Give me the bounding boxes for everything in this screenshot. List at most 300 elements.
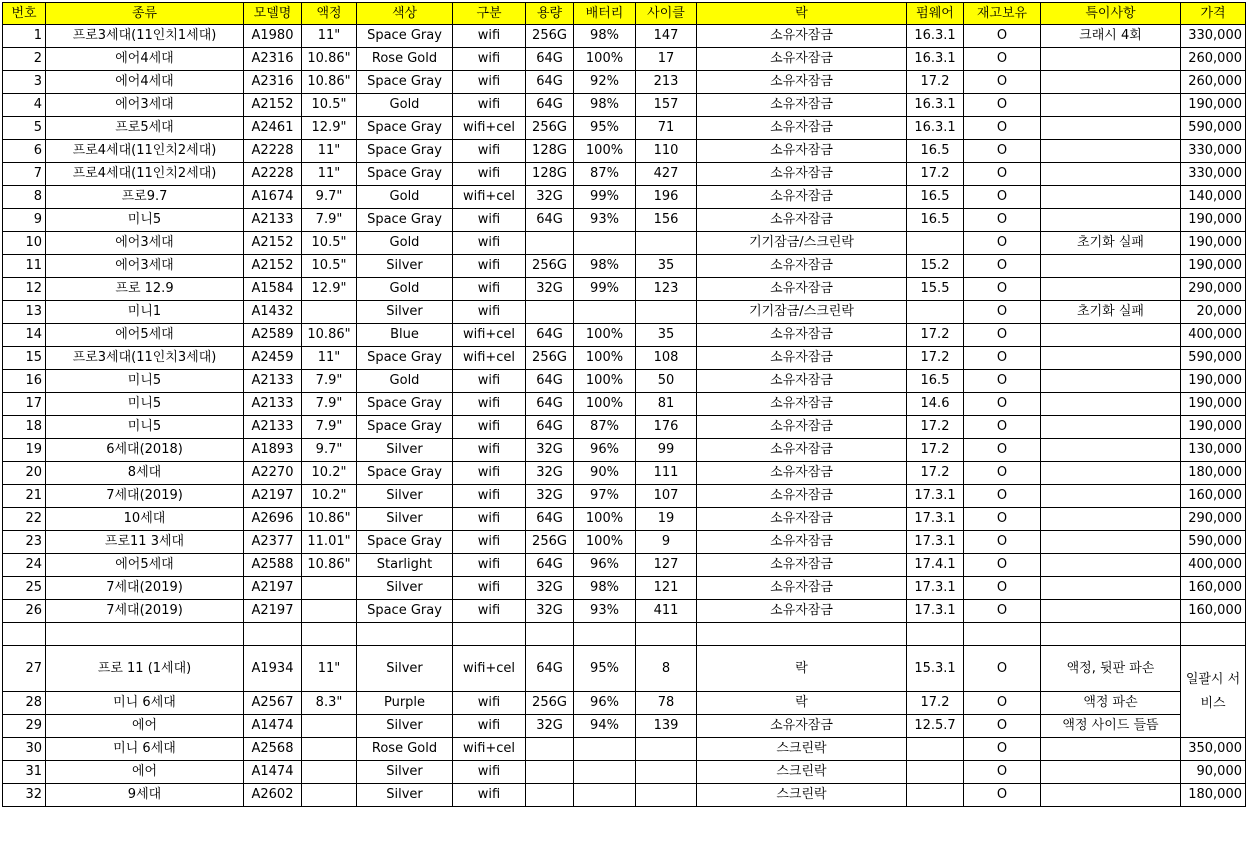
header-model: 모델명 [244, 3, 302, 25]
cell-stock: O [964, 94, 1041, 117]
cell-firmware: 16.5 [907, 370, 964, 393]
cell-no: 23 [3, 531, 46, 554]
cell-price: 190,000 [1181, 393, 1246, 416]
empty-cell [453, 623, 526, 646]
cell-stock: O [964, 117, 1041, 140]
cell-storage: 64G [526, 48, 574, 71]
cell-battery: 87% [574, 416, 636, 439]
empty-cell [1181, 623, 1246, 646]
cell-no: 10 [3, 232, 46, 255]
table-row [3, 117, 1246, 140]
cell-battery: 100% [574, 393, 636, 416]
cell-firmware: 17.2 [907, 324, 964, 347]
cell-network: wifi [453, 485, 526, 508]
cell-firmware: 12.5.7 [907, 715, 964, 738]
cell-no: 5 [3, 117, 46, 140]
cell-no: 7 [3, 163, 46, 186]
cell-firmware: 14.6 [907, 393, 964, 416]
cell-model: A2133 [244, 370, 302, 393]
table-row [3, 692, 1246, 715]
cell-cycle [636, 738, 697, 761]
cell-lock: 소유자잠금 [697, 71, 907, 94]
table-row [3, 393, 1246, 416]
cell-firmware: 17.2 [907, 692, 964, 715]
cell-type: 10세대 [46, 508, 244, 531]
cell-color: Space Gray [357, 117, 453, 140]
cell-color: Gold [357, 278, 453, 301]
cell-type: 프로11 3세대 [46, 531, 244, 554]
cell-screen: 11.01" [302, 531, 357, 554]
cell-model: A2567 [244, 692, 302, 715]
table-row [3, 94, 1246, 117]
cell-note [1041, 347, 1181, 370]
cell-price: 350,000 [1181, 738, 1246, 761]
empty-cell [357, 623, 453, 646]
cell-firmware: 17.4.1 [907, 554, 964, 577]
cell-type: 프로 11 (1세대) [46, 646, 244, 692]
cell-type: 프로4세대(11인치2세대) [46, 140, 244, 163]
cell-lock: 소유자잠금 [697, 25, 907, 48]
empty-cell [526, 623, 574, 646]
cell-model: A2696 [244, 508, 302, 531]
cell-color: Silver [357, 761, 453, 784]
cell-type: 에어 [46, 761, 244, 784]
cell-firmware: 16.5 [907, 140, 964, 163]
cell-network: wifi [453, 715, 526, 738]
cell-storage: 256G [526, 255, 574, 278]
cell-screen [302, 577, 357, 600]
cell-type: 에어3세대 [46, 255, 244, 278]
cell-no: 29 [3, 715, 46, 738]
cell-type: 8세대 [46, 462, 244, 485]
cell-lock: 소유자잠금 [697, 577, 907, 600]
cell-network: wifi [453, 370, 526, 393]
cell-note [1041, 163, 1181, 186]
cell-no: 20 [3, 462, 46, 485]
cell-stock: O [964, 508, 1041, 531]
cell-lock: 스크린락 [697, 761, 907, 784]
bulk-price-note: 일괄시 서비스 [1181, 646, 1246, 738]
cell-battery: 98% [574, 255, 636, 278]
cell-note [1041, 140, 1181, 163]
table-row [3, 485, 1246, 508]
cell-type: 미니5 [46, 416, 244, 439]
cell-model: A2152 [244, 232, 302, 255]
cell-screen: 11" [302, 25, 357, 48]
cell-battery [574, 301, 636, 324]
table-row [3, 301, 1246, 324]
cell-battery: 100% [574, 48, 636, 71]
cell-storage: 64G [526, 646, 574, 692]
cell-network: wifi [453, 531, 526, 554]
cell-price: 190,000 [1181, 255, 1246, 278]
cell-stock: O [964, 416, 1041, 439]
cell-model: A2316 [244, 48, 302, 71]
cell-color: Gold [357, 94, 453, 117]
cell-color: Silver [357, 485, 453, 508]
header-storage: 용량 [526, 3, 574, 25]
cell-price: 590,000 [1181, 531, 1246, 554]
cell-note: 액정 파손 [1041, 692, 1181, 715]
cell-type: 7세대(2019) [46, 600, 244, 623]
cell-firmware [907, 232, 964, 255]
cell-battery [574, 738, 636, 761]
cell-lock: 소유자잠금 [697, 416, 907, 439]
cell-color: Rose Gold [357, 738, 453, 761]
cell-storage: 32G [526, 715, 574, 738]
cell-no: 26 [3, 600, 46, 623]
cell-type: 7세대(2019) [46, 485, 244, 508]
cell-storage: 256G [526, 117, 574, 140]
cell-color: Space Gray [357, 71, 453, 94]
cell-lock: 소유자잠금 [697, 209, 907, 232]
cell-screen: 11" [302, 163, 357, 186]
cell-model: A2133 [244, 416, 302, 439]
cell-model: A1474 [244, 761, 302, 784]
cell-storage: 64G [526, 416, 574, 439]
cell-price: 400,000 [1181, 554, 1246, 577]
cell-no: 30 [3, 738, 46, 761]
cell-network: wifi+cel [453, 324, 526, 347]
cell-lock: 소유자잠금 [697, 186, 907, 209]
cell-price: 190,000 [1181, 209, 1246, 232]
cell-network: wifi+cel [453, 186, 526, 209]
empty-cell [3, 623, 46, 646]
cell-cycle: 196 [636, 186, 697, 209]
cell-no: 27 [3, 646, 46, 692]
cell-price: 160,000 [1181, 577, 1246, 600]
cell-battery: 94% [574, 715, 636, 738]
cell-lock: 소유자잠금 [697, 554, 907, 577]
cell-firmware: 16.5 [907, 186, 964, 209]
cell-battery: 95% [574, 646, 636, 692]
cell-screen [302, 784, 357, 807]
table-body [3, 25, 1246, 807]
cell-storage: 256G [526, 25, 574, 48]
table-row [3, 784, 1246, 807]
cell-firmware: 17.2 [907, 439, 964, 462]
cell-no: 4 [3, 94, 46, 117]
cell-no: 2 [3, 48, 46, 71]
cell-type: 프로 12.9 [46, 278, 244, 301]
inventory-table [2, 2, 1246, 807]
cell-network: wifi [453, 416, 526, 439]
cell-color: Space Gray [357, 163, 453, 186]
cell-screen: 12.9" [302, 117, 357, 140]
cell-cycle: 107 [636, 485, 697, 508]
cell-cycle: 176 [636, 416, 697, 439]
cell-storage: 32G [526, 186, 574, 209]
cell-stock: O [964, 186, 1041, 209]
cell-note [1041, 577, 1181, 600]
cell-color: Space Gray [357, 140, 453, 163]
cell-cycle: 111 [636, 462, 697, 485]
cell-network: wifi [453, 577, 526, 600]
cell-screen: 12.9" [302, 278, 357, 301]
table-row [3, 738, 1246, 761]
cell-stock: O [964, 646, 1041, 692]
cell-type: 프로9.7 [46, 186, 244, 209]
cell-stock: O [964, 25, 1041, 48]
cell-firmware [907, 784, 964, 807]
cell-no: 11 [3, 255, 46, 278]
cell-cycle: 108 [636, 347, 697, 370]
cell-type: 프로3세대(11인치1세대) [46, 25, 244, 48]
table-row [3, 577, 1246, 600]
cell-price: 190,000 [1181, 94, 1246, 117]
cell-model: A2602 [244, 784, 302, 807]
cell-network: wifi [453, 393, 526, 416]
table-row [3, 324, 1246, 347]
cell-lock: 소유자잠금 [697, 485, 907, 508]
cell-type: 프로3세대(11인치3세대) [46, 347, 244, 370]
cell-type: 미니5 [46, 393, 244, 416]
cell-type: 에어5세대 [46, 324, 244, 347]
cell-stock: O [964, 48, 1041, 71]
cell-network: wifi [453, 784, 526, 807]
table-row [3, 439, 1246, 462]
cell-note [1041, 738, 1181, 761]
cell-color: Silver [357, 715, 453, 738]
cell-screen: 10.2" [302, 462, 357, 485]
cell-type: 프로4세대(11인치2세대) [46, 163, 244, 186]
table-row [3, 232, 1246, 255]
empty-cell [636, 623, 697, 646]
cell-firmware: 15.5 [907, 278, 964, 301]
cell-no: 31 [3, 761, 46, 784]
cell-no: 18 [3, 416, 46, 439]
cell-color: Space Gray [357, 25, 453, 48]
cell-firmware: 15.2 [907, 255, 964, 278]
cell-cycle: 157 [636, 94, 697, 117]
cell-type: 미니1 [46, 301, 244, 324]
cell-model: A2377 [244, 531, 302, 554]
cell-model: A2133 [244, 209, 302, 232]
cell-note [1041, 209, 1181, 232]
cell-network: wifi [453, 761, 526, 784]
cell-network: wifi [453, 462, 526, 485]
cell-cycle: 19 [636, 508, 697, 531]
cell-note [1041, 71, 1181, 94]
cell-type: 미니 6세대 [46, 738, 244, 761]
cell-price: 330,000 [1181, 163, 1246, 186]
cell-no: 8 [3, 186, 46, 209]
cell-note [1041, 370, 1181, 393]
cell-note [1041, 508, 1181, 531]
cell-firmware: 17.3.1 [907, 508, 964, 531]
cell-note [1041, 117, 1181, 140]
cell-cycle: 121 [636, 577, 697, 600]
cell-firmware: 16.3.1 [907, 25, 964, 48]
cell-battery: 92% [574, 71, 636, 94]
empty-cell [964, 623, 1041, 646]
cell-firmware [907, 301, 964, 324]
cell-no: 15 [3, 347, 46, 370]
cell-screen: 10.5" [302, 255, 357, 278]
cell-type: 6세대(2018) [46, 439, 244, 462]
cell-stock: O [964, 278, 1041, 301]
cell-network: wifi [453, 71, 526, 94]
table-row [3, 255, 1246, 278]
cell-stock: O [964, 370, 1041, 393]
cell-model: A2133 [244, 393, 302, 416]
cell-battery: 99% [574, 186, 636, 209]
cell-firmware: 17.2 [907, 416, 964, 439]
cell-type: 미니5 [46, 370, 244, 393]
cell-no: 16 [3, 370, 46, 393]
cell-note: 크래시 4회 [1041, 25, 1181, 48]
cell-color: Starlight [357, 554, 453, 577]
cell-stock: O [964, 163, 1041, 186]
empty-cell [697, 623, 907, 646]
table-row [3, 646, 1246, 692]
cell-cycle [636, 232, 697, 255]
table-row [3, 186, 1246, 209]
cell-stock: O [964, 485, 1041, 508]
cell-cycle: 35 [636, 324, 697, 347]
cell-model: A2197 [244, 600, 302, 623]
cell-note [1041, 324, 1181, 347]
cell-price: 260,000 [1181, 48, 1246, 71]
cell-storage: 64G [526, 508, 574, 531]
cell-cycle [636, 784, 697, 807]
cell-screen [302, 600, 357, 623]
cell-stock: O [964, 600, 1041, 623]
cell-lock: 소유자잠금 [697, 393, 907, 416]
cell-color: Space Gray [357, 209, 453, 232]
cell-network: wifi+cel [453, 347, 526, 370]
empty-cell [46, 623, 244, 646]
table-row [3, 278, 1246, 301]
cell-stock: O [964, 738, 1041, 761]
header-color: 색상 [357, 3, 453, 25]
cell-stock: O [964, 347, 1041, 370]
cell-network: wifi [453, 255, 526, 278]
cell-note [1041, 278, 1181, 301]
cell-price: 190,000 [1181, 416, 1246, 439]
cell-battery: 100% [574, 531, 636, 554]
cell-lock: 소유자잠금 [697, 278, 907, 301]
empty-cell [244, 623, 302, 646]
cell-stock: O [964, 761, 1041, 784]
cell-color: Space Gray [357, 531, 453, 554]
cell-price: 160,000 [1181, 600, 1246, 623]
cell-stock: O [964, 140, 1041, 163]
cell-screen [302, 738, 357, 761]
header-cycle: 사이클 [636, 3, 697, 25]
cell-screen: 9.7" [302, 439, 357, 462]
table-row [3, 347, 1246, 370]
cell-cycle: 139 [636, 715, 697, 738]
cell-stock: O [964, 393, 1041, 416]
cell-storage: 128G [526, 163, 574, 186]
cell-battery: 96% [574, 439, 636, 462]
cell-battery: 87% [574, 163, 636, 186]
cell-lock: 스크린락 [697, 738, 907, 761]
cell-lock: 소유자잠금 [697, 255, 907, 278]
cell-color: Silver [357, 784, 453, 807]
header-firmware: 펌웨어 [907, 3, 964, 25]
table-row [3, 25, 1246, 48]
cell-note [1041, 94, 1181, 117]
cell-model: A2152 [244, 94, 302, 117]
cell-firmware [907, 761, 964, 784]
cell-storage: 64G [526, 370, 574, 393]
empty-cell [907, 623, 964, 646]
cell-color: Space Gray [357, 393, 453, 416]
cell-firmware: 17.3.1 [907, 485, 964, 508]
cell-model: A2197 [244, 577, 302, 600]
cell-firmware: 15.3.1 [907, 646, 964, 692]
cell-cycle: 8 [636, 646, 697, 692]
cell-cycle: 213 [636, 71, 697, 94]
cell-screen [302, 715, 357, 738]
cell-color: Space Gray [357, 416, 453, 439]
cell-firmware: 16.3.1 [907, 94, 964, 117]
cell-network: wifi [453, 600, 526, 623]
cell-storage [526, 738, 574, 761]
cell-no: 32 [3, 784, 46, 807]
cell-stock: O [964, 784, 1041, 807]
header-price: 가격 [1181, 3, 1246, 25]
cell-firmware: 17.3.1 [907, 577, 964, 600]
cell-battery: 90% [574, 462, 636, 485]
cell-model: A2270 [244, 462, 302, 485]
cell-storage: 64G [526, 94, 574, 117]
cell-network: wifi [453, 278, 526, 301]
cell-network: wifi [453, 554, 526, 577]
cell-color: Gold [357, 186, 453, 209]
cell-model: A2589 [244, 324, 302, 347]
cell-firmware: 17.2 [907, 347, 964, 370]
cell-color: Silver [357, 646, 453, 692]
cell-type: 미니5 [46, 209, 244, 232]
cell-network: wifi [453, 508, 526, 531]
cell-screen: 10.5" [302, 232, 357, 255]
cell-storage: 64G [526, 324, 574, 347]
cell-note [1041, 186, 1181, 209]
cell-network: wifi [453, 301, 526, 324]
cell-note [1041, 554, 1181, 577]
cell-battery [574, 784, 636, 807]
cell-color: Space Gray [357, 462, 453, 485]
cell-storage: 32G [526, 577, 574, 600]
cell-firmware: 16.3.1 [907, 48, 964, 71]
cell-firmware: 17.2 [907, 163, 964, 186]
cell-screen [302, 761, 357, 784]
empty-cell [574, 623, 636, 646]
cell-battery: 96% [574, 692, 636, 715]
cell-storage: 32G [526, 462, 574, 485]
cell-stock: O [964, 531, 1041, 554]
table-row [3, 508, 1246, 531]
cell-color: Silver [357, 301, 453, 324]
cell-screen: 7.9" [302, 416, 357, 439]
cell-cycle: 427 [636, 163, 697, 186]
cell-storage: 128G [526, 140, 574, 163]
cell-price: 260,000 [1181, 71, 1246, 94]
cell-model: A2588 [244, 554, 302, 577]
header-type: 종류 [46, 3, 244, 25]
table-row [3, 48, 1246, 71]
cell-cycle: 123 [636, 278, 697, 301]
cell-network: wifi [453, 25, 526, 48]
cell-stock: O [964, 71, 1041, 94]
cell-battery [574, 761, 636, 784]
cell-price: 590,000 [1181, 117, 1246, 140]
header-note: 특이사항 [1041, 3, 1181, 25]
cell-note [1041, 784, 1181, 807]
